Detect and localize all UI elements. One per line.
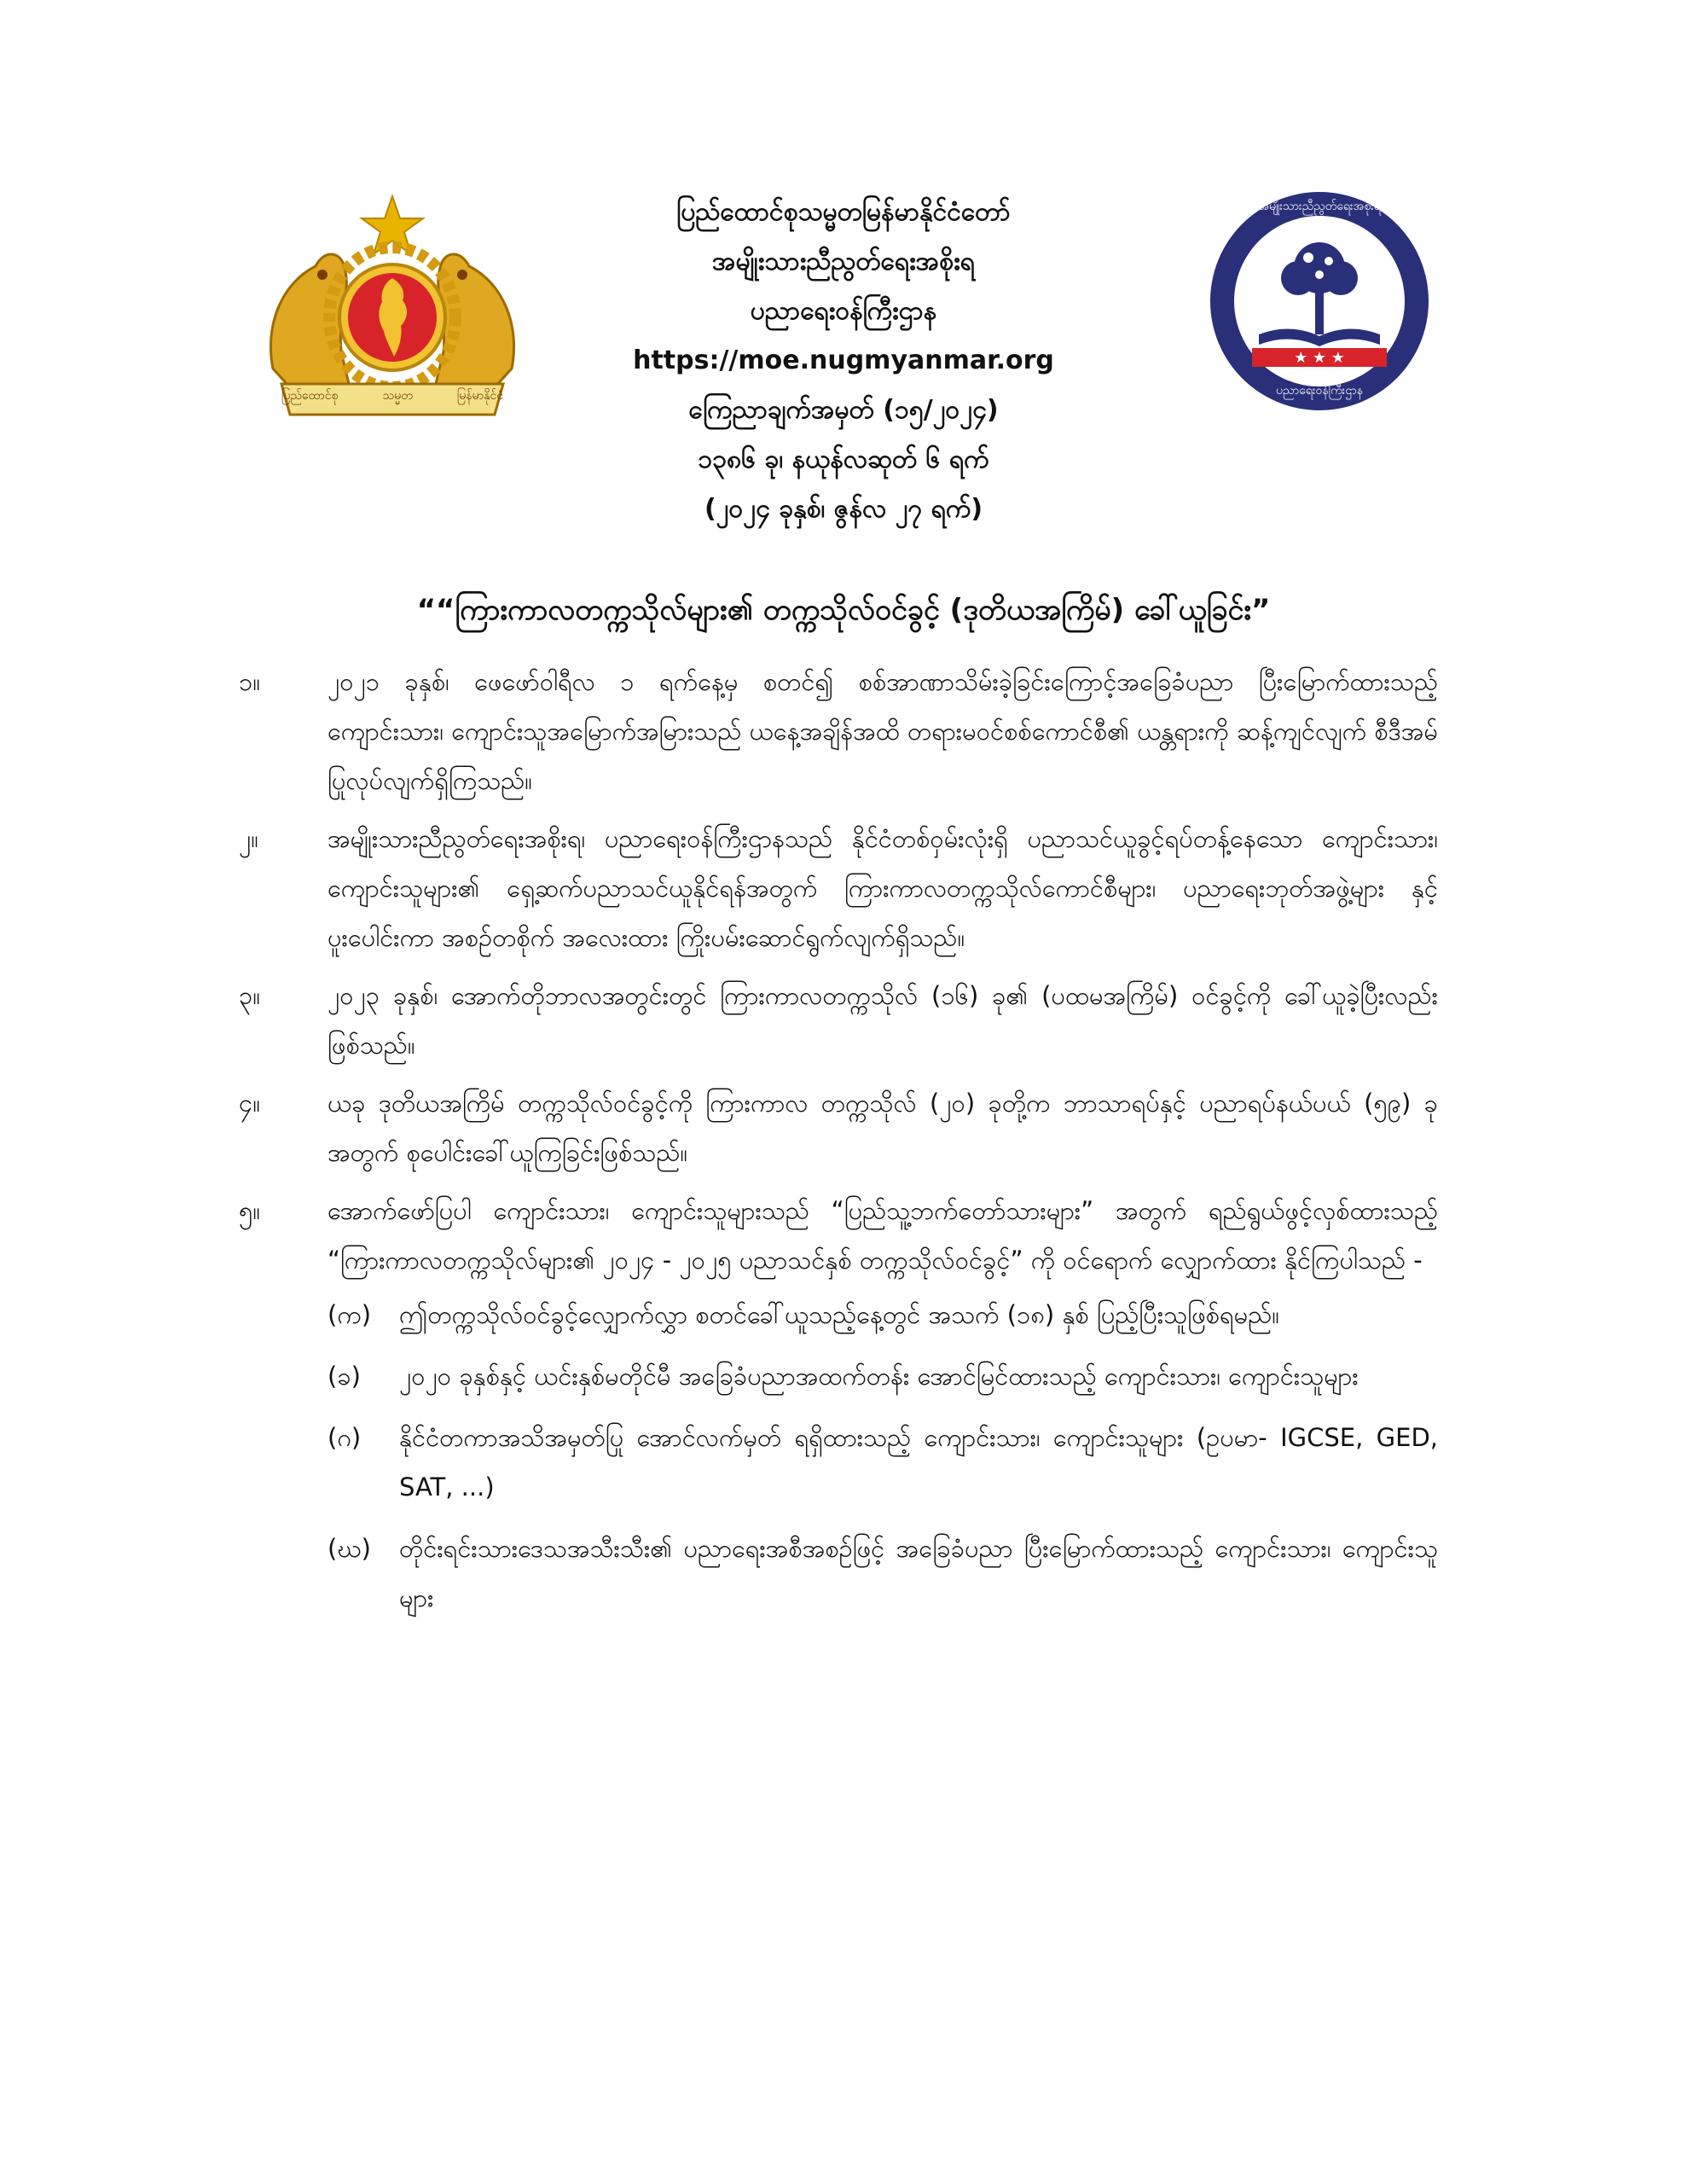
paragraph-text: ယခု ဒုတိယအကြိမ် တက္ကသိုလ်ဝင်ခွင့်ကို ကြားကာလ တက္ကသိုလ် (၂၀) ခုတို့က ဘာသာရပ်နှင့် ပညာရပ်နယ်ပယ် (၅၉) ခု အတွက် စုပေါင်းခေါ်ယူကြခြင်းဖြစ်သည်။	[328, 1089, 1438, 1167]
list-item	[328, 1413, 1438, 1512]
eligibility-list	[328, 1290, 1438, 1623]
header-line-government: အမျိုးသားညီညွတ်ရေးအစိုးရ	[712, 247, 975, 276]
list-item-text: ၂၀၂၀ ခုနှစ်နှင့် ယင်းနှစ်မတိုင်မီ အခြေခံပညာအထက်တန်း အောင်မြင်ထားသည့် ကျောင်းသား၊ ကျောင်းသူများ	[399, 1362, 1359, 1391]
paragraph-text: အောက်ဖော်ပြပါ ကျောင်းသား၊ ကျောင်းသူများသည် “ပြည်သူ့ဘက်တော်သားများ” အတွက် ရည်ရွယ်ဖွင့်လှစ်ထားသည့် “ကြားကာလတက္ကသိုလ်များ၏ ၂၀၂၄ - ၂၀၂၅ ပညာသင်နှစ် တက္ကသိုလ်ဝင်ခွင့်” ကို ဝင်ရောက် လျှောက်ထား နိုင်ကြပါသည် -	[328, 1196, 1438, 1275]
svg-text:★ ★ ★: ★ ★ ★	[1294, 349, 1345, 367]
list-item-text: ဤတက္ကသိုလ်ဝင်ခွင့်လျှောက်လွှာ စတင်ခေါ်ယူသည့်နေ့တွင် အသက် (၁၈) နှစ် ပြည့်ပြီးသူဖြစ်ရမည်။	[399, 1300, 1280, 1329]
moe-logo-bottom-text: ပညာရေးဝန်ကြီးဌာန	[1276, 384, 1363, 398]
paragraph-text: ၂၀၂၃ ခုနှစ်၊ အောက်တိုဘာလအတွင်းတွင် ကြားကာလတက္ကသိုလ် (၁၆) ခု၏ (ပထမအကြိမ်) ဝင်ခွင့်ကို ခေါ်ယူခဲ့ပြီးလည်းဖြစ်သည်။	[328, 981, 1438, 1060]
seal-label-center: သမ္မတ	[382, 389, 413, 403]
document-body	[0, 657, 1687, 1635]
list-item-text: တိုင်းရင်းသားဒေသအသီးသီး၏ ပညာရေးအစီအစဉ်ဖြင့် အခြေခံပညာ ပြီးမြောက်ထားသည့် ကျောင်းသား၊ ကျောင်းသူများ	[399, 1534, 1438, 1612]
moe-logo-icon	[1208, 189, 1431, 413]
paragraph-4	[239, 1078, 1438, 1177]
header-line-country: ပြည်ထောင်စုသမ္မတမြန်မာနိုင်ငံတော်	[676, 197, 1011, 227]
list-item	[328, 1290, 1438, 1339]
letterhead	[461, 188, 1226, 534]
header-line-gregorian-date: (၂၀၂၄ ခုနှစ်၊ ဇွန်လ ၂၇ ရက်)	[704, 494, 983, 524]
paragraph-number: ၂။	[239, 824, 259, 853]
header-line-announcement-number: ကြေညာချက်အမှတ် (၁၅/၂၀၂၄)	[688, 395, 999, 425]
list-item-marker: (က)	[328, 1300, 372, 1329]
list-item-marker: (ဂ)	[328, 1423, 362, 1452]
paragraph-2	[239, 814, 1438, 962]
list-item	[328, 1524, 1438, 1623]
paragraph-3	[239, 971, 1438, 1070]
list-item-text: နိုင်ငံတကာအသိအမှတ်ပြု အောင်လက်မှတ် ရရှိထားသည့် ကျောင်းသား၊ ကျောင်းသူများ (ဥပမာ- IGCSE, GED, SAT, ...)	[399, 1423, 1438, 1502]
list-item-marker: (ခ)	[328, 1362, 361, 1391]
seal-label-right: မြန်မာနိုင်ငံ	[456, 389, 503, 403]
header-line-ministry: ပညာရေးဝန်ကြီးဌာန	[750, 296, 937, 326]
paragraph-number: ၄။	[239, 1089, 261, 1118]
list-item-marker: (ဃ)	[328, 1534, 371, 1563]
moe-logo-top-text: အမျိုးသားညီညွတ်ရေးအစိုးရ	[1258, 200, 1381, 213]
paragraph-number: ၁။	[239, 667, 261, 696]
paragraph-text: ၂၀၂၁ ခုနှစ်၊ ဖေဖော်ဝါရီလ ၁ ရက်နေ့မှ စတင်၍ စစ်အာဏာသိမ်းခဲ့ခြင်းကြောင့်အခြေခံပညာ ပြီးမြောက်ထားသည့် ကျောင်းသား၊ ကျောင်းသူအမြောက်အမြားသည် ယနေ့အချိန်အထိ တရားမဝင်စစ်ကောင်စီ၏ ယန္တရားကို ဆန့်ကျင်လျက် စီဒီအမ်ပြုလုပ်လျက်ရှိကြသည်။	[328, 667, 1438, 795]
paragraph-number: ၃။	[239, 981, 261, 1010]
document-title: ““ကြားကာလတက္ကသိုလ်များ၏ တက္ကသိုလ်ဝင်ခွင့် (ဒုတိယအကြိမ်) ခေါ်ယူခြင်း”	[416, 593, 1271, 627]
paragraph-number: ၅။	[239, 1196, 261, 1225]
header-line-myanmar-date: ၁၃၈၆ ခု၊ နယုန်လဆုတ် ၆ ရက်	[698, 444, 989, 474]
paragraph-5	[239, 1186, 1438, 1623]
list-item	[328, 1351, 1438, 1401]
seal-label-left: ပြည်ထောင်စု	[281, 389, 339, 403]
header-line-website[interactable]: https://moe.nugmyanmar.org	[633, 346, 1054, 375]
paragraph-1	[239, 657, 1438, 805]
paragraph-text: အမျိုးသားညီညွတ်ရေးအစိုးရ၊ ပညာရေးဝန်ကြီးဌာနသည် နိုင်ငံတစ်ဝှမ်းလုံးရှိ ပညာသင်ယူခွင့်ရပ်တန့်နေသော ကျောင်းသား၊ ကျောင်းသူများ၏ ရှေ့ဆက်ပညာသင်ယူနိုင်ရန်အတွက် ကြားကာလတက္ကသိုလ်ကောင်စီများ၊ ပညာရေးဘုတ်အဖွဲ့များ နှင့် ပူးပေါင်းကာ အစဉ်တစိုက် အလေးထား ကြိုးပမ်းဆောင်ရွက်လျက်ရှိသည်။	[328, 824, 1438, 952]
